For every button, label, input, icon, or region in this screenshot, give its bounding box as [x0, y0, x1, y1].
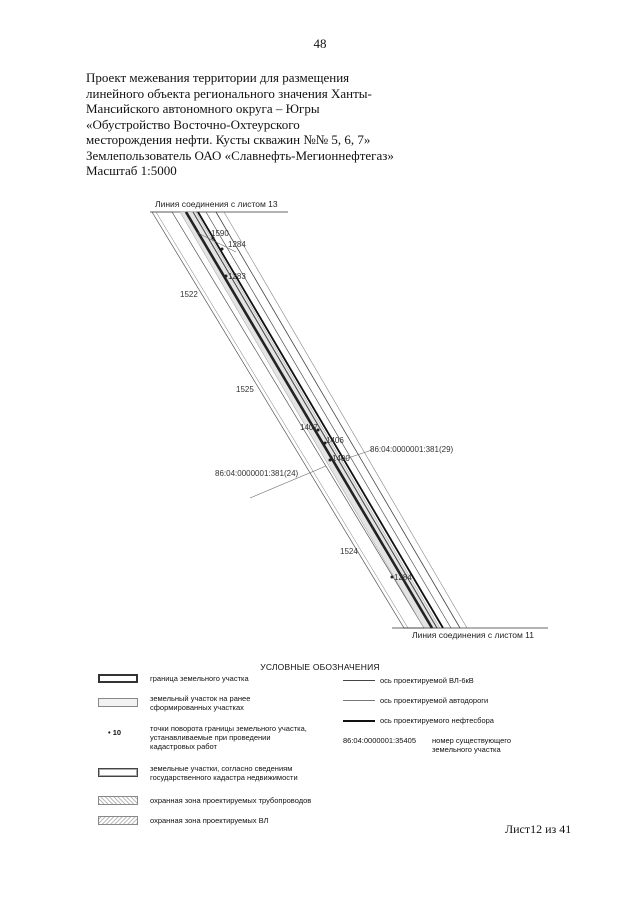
parcel-number-left: 86:04:0000001:381(24)	[215, 469, 299, 478]
legend-symbol-pipeline-zone	[98, 796, 138, 805]
legend-item: земельный участок на ранее сформированных участках	[150, 694, 251, 712]
link-label-bottom: Линия соединения с листом 11	[412, 630, 535, 640]
title-line: линейного объекта регионального значения Ханты-	[86, 85, 372, 101]
point-label: 1407	[300, 423, 318, 432]
power-line-axis	[216, 212, 460, 628]
legend-item: ось проектируемой автодороги	[380, 696, 489, 705]
legend-symbol-value: 10	[112, 728, 122, 737]
legend-title: УСЛОВНЫЕ ОБОЗНАЧЕНИЯ	[260, 662, 380, 672]
title-line: Масштаб 1:5000	[86, 163, 177, 178]
title-line: Землепользователь ОАО «Славнефть-Мегионнефтегаз»	[86, 147, 394, 163]
title-line: Проект межевания территории для размещения	[86, 70, 350, 85]
point-label: 1590	[211, 229, 229, 238]
title-line: месторождения нефти. Кусты скважин №№ 5, 6, 7»	[86, 132, 371, 147]
legend-symbol-cadastre-parcel	[98, 768, 138, 777]
parcel-boundary	[186, 212, 432, 628]
power-line-zone-edge	[224, 212, 467, 628]
legend-symbol-previous-parcel	[98, 698, 138, 707]
point-label: 1284	[228, 240, 246, 249]
legend-item: граница земельного участка	[150, 674, 249, 683]
legend-item: номер существующего земельного участка	[432, 736, 512, 754]
page-number: 48	[313, 36, 327, 51]
point-label: 1283	[228, 272, 246, 281]
point-label: 1406	[326, 436, 344, 445]
title-line: Мансийского автономного округа – Югры	[86, 101, 320, 116]
legend-item: охранная зона проектируемых ВЛ	[150, 816, 269, 825]
parcel-number-right: 86:04:0000001:381(29)	[370, 445, 454, 454]
legend-item: ось проектируемой ВЛ-6кВ	[380, 676, 474, 685]
title-line: «Обустройство Восточно-Охтеурского	[86, 116, 300, 132]
legend-item: охранная зона проектируемых трубопроводов	[150, 796, 312, 805]
turning-point-icon: •	[108, 728, 111, 737]
legend-symbol-parcel-number: 86:04:0000001:35405	[343, 736, 416, 745]
legend-item: точки поворота границы земельного участка, устанавливаемые при проведении кадастровых работ	[150, 724, 307, 751]
sheet-label: Лист12 из 41	[505, 822, 572, 836]
point-label: 1400	[332, 454, 350, 463]
legend-symbol-road-axis	[343, 700, 375, 701]
existing-parcel	[152, 212, 424, 628]
point-label: 1525	[236, 385, 254, 394]
link-label-top: Линия соединения с листом 13	[155, 199, 278, 209]
point-label: 1524	[340, 547, 358, 556]
legend-symbol-parcel-boundary	[98, 674, 138, 683]
legend-symbol-turning-point	[108, 728, 121, 737]
legend-item: ось проектируемого нефтесбора	[380, 716, 494, 725]
point-label: 1522	[180, 290, 198, 299]
turning-point	[221, 248, 224, 251]
legend-symbol-power-line-axis	[343, 680, 375, 681]
legend-item: земельные участки, согласно сведениям государственного кадастра недвижимости	[150, 764, 298, 782]
point-label: 1284	[394, 573, 412, 582]
legend-symbol-oil-gathering-axis	[343, 720, 375, 722]
legend-symbol-power-line-zone	[98, 816, 138, 825]
parcel-inner-edge	[156, 212, 408, 628]
